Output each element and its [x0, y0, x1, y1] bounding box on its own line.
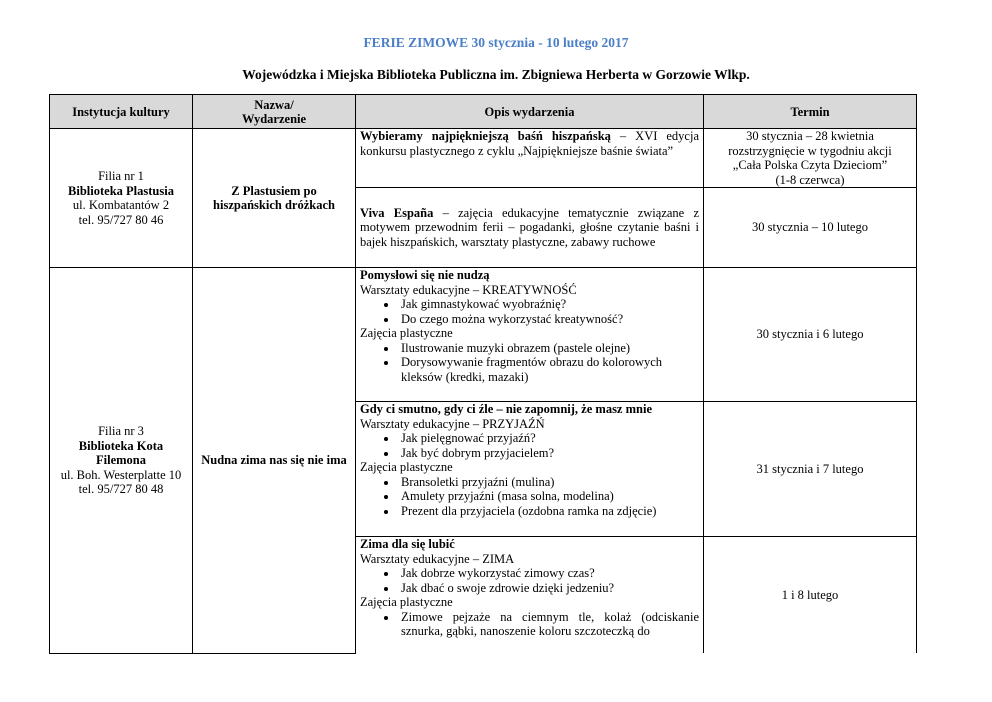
events-table [49, 94, 917, 654]
description-cell: Zima dla się lubić Warsztaty edukacyjne – ZIMA • Jak dobrze wykorzystać zimowy czas? • Jak dbać o swoje zdrowie dzięki jedzeniu? Zajęcia plastyczne • Zimowe pejzaże na ciemnym tle, kolaż (odciskanie sznurka, gąbki, nanoszenie koloru szczoteczką do [356, 537, 704, 654]
list-item: • Dorysowywanie fragmentów obrazu do kolorowych kleksów (kredki, mazaki) [398, 355, 699, 384]
list-item: • Prezent dla przyjaciela (ozdobna ramka na zdjęcie) [398, 504, 699, 519]
header-institution: Instytucja kultury [50, 95, 193, 129]
description-cell: Pomysłowi się nie nudzą Warsztaty edukacyjne – KREATYWNOŚĆ • Jak gimnastykować wyobraźnię? • Do czego można wykorzystać kreatywność? Zajęcia plastyczne • Ilustrowanie muzyki obrazem (pastele olejne) • Dorysowywanie fragmentów obrazu do kolorowych kleksów (kredki, mazaki) [356, 268, 704, 402]
description-cell: Viva España – zajęcia edukacyjne tematycznie związane z motywem przewodnim ferii – pogadanki, głośne czytanie baśni i bajek hiszpańskich, warsztaty plastyczne, zabawy ruchowe [356, 188, 704, 268]
description-cell: Wybieramy najpiękniejszą baśń hiszpańską – XVI edycja konkursu plastycznego z cyklu „Najpiękniejsze baśnie świata” [356, 129, 704, 188]
header-description: Opis wydarzenia [356, 95, 704, 129]
list-item: • Amulety przyjaźni (masa solna, modelina) [398, 489, 699, 504]
header-term: Termin [704, 95, 917, 129]
event-name-cell: Z Plastusiem po hiszpańskich dróżkach [193, 129, 356, 268]
table-row [50, 268, 917, 402]
list-item: • Jak być dobrym przyjacielem? [398, 446, 699, 461]
list-item: • Do czego można wykorzystać kreatywność? [398, 312, 699, 327]
list-item: • Jak dbać o swoje zdrowie dzięki jedzeniu? [398, 581, 699, 596]
term-cell: 30 stycznia i 6 lutego [704, 268, 917, 402]
document-title: FERIE ZIMOWE 30 stycznia - 10 lutego 2017 [363, 35, 629, 50]
list-item: • Bransoletki przyjaźni (mulina) [398, 475, 699, 490]
list-item: • Ilustrowanie muzyki obrazem (pastele olejne) [398, 341, 699, 356]
term-cell: 31 stycznia i 7 lutego [704, 402, 917, 537]
list-item: • Jak dobrze wykorzystać zimowy czas? [398, 566, 699, 581]
term-cell: 30 stycznia – 28 kwietnia rozstrzygnięcie w tygodniu akcji „Cała Polska Czyta Dzieciom” (1-8 czerwca) [704, 129, 917, 188]
event-name-cell: Nudna zima nas się nie ima [193, 268, 356, 654]
list-item: • Jak gimnastykować wyobraźnię? [398, 297, 699, 312]
term-cell: 1 i 8 lutego [704, 537, 917, 654]
term-cell: 30 stycznia – 10 lutego [704, 188, 917, 268]
list-item: • Zimowe pejzaże na ciemnym tle, kolaż (odciskanie sznurka, gąbki, nanoszenie koloru szczoteczką do [398, 610, 699, 639]
document-subtitle: Wojewódzka i Miejska Biblioteka Publiczna im. Zbigniewa Herberta w Gorzowie Wlkp. [242, 67, 750, 82]
institution-cell: Filia nr 1 Biblioteka Plastusia ul. Kombatantów 2 tel. 95/727 80 46 [50, 129, 193, 268]
table-header-row [50, 95, 917, 129]
list-item: • Jak pielęgnować przyjaźń? [398, 431, 699, 446]
table-row [50, 129, 917, 188]
institution-cell: Filia nr 3 Biblioteka Kota Filemona ul. Boh. Westerplatte 10 tel. 95/727 80 48 [50, 268, 193, 654]
header-name: Nazwa/ Wydarzenie [193, 95, 356, 129]
description-cell: Gdy ci smutno, gdy ci źle – nie zapomnij, że masz mnie Warsztaty edukacyjne – PRZYJAŹŃ • Jak pielęgnować przyjaźń? • Jak być dobrym przyjacielem? Zajęcia plastyczne • Bransoletki przyjaźni (mulina) • Amulety przyjaźni (masa solna, modelina) • Prezent dla przyjaciela (ozdobna ramka na zdjęcie) [356, 402, 704, 537]
